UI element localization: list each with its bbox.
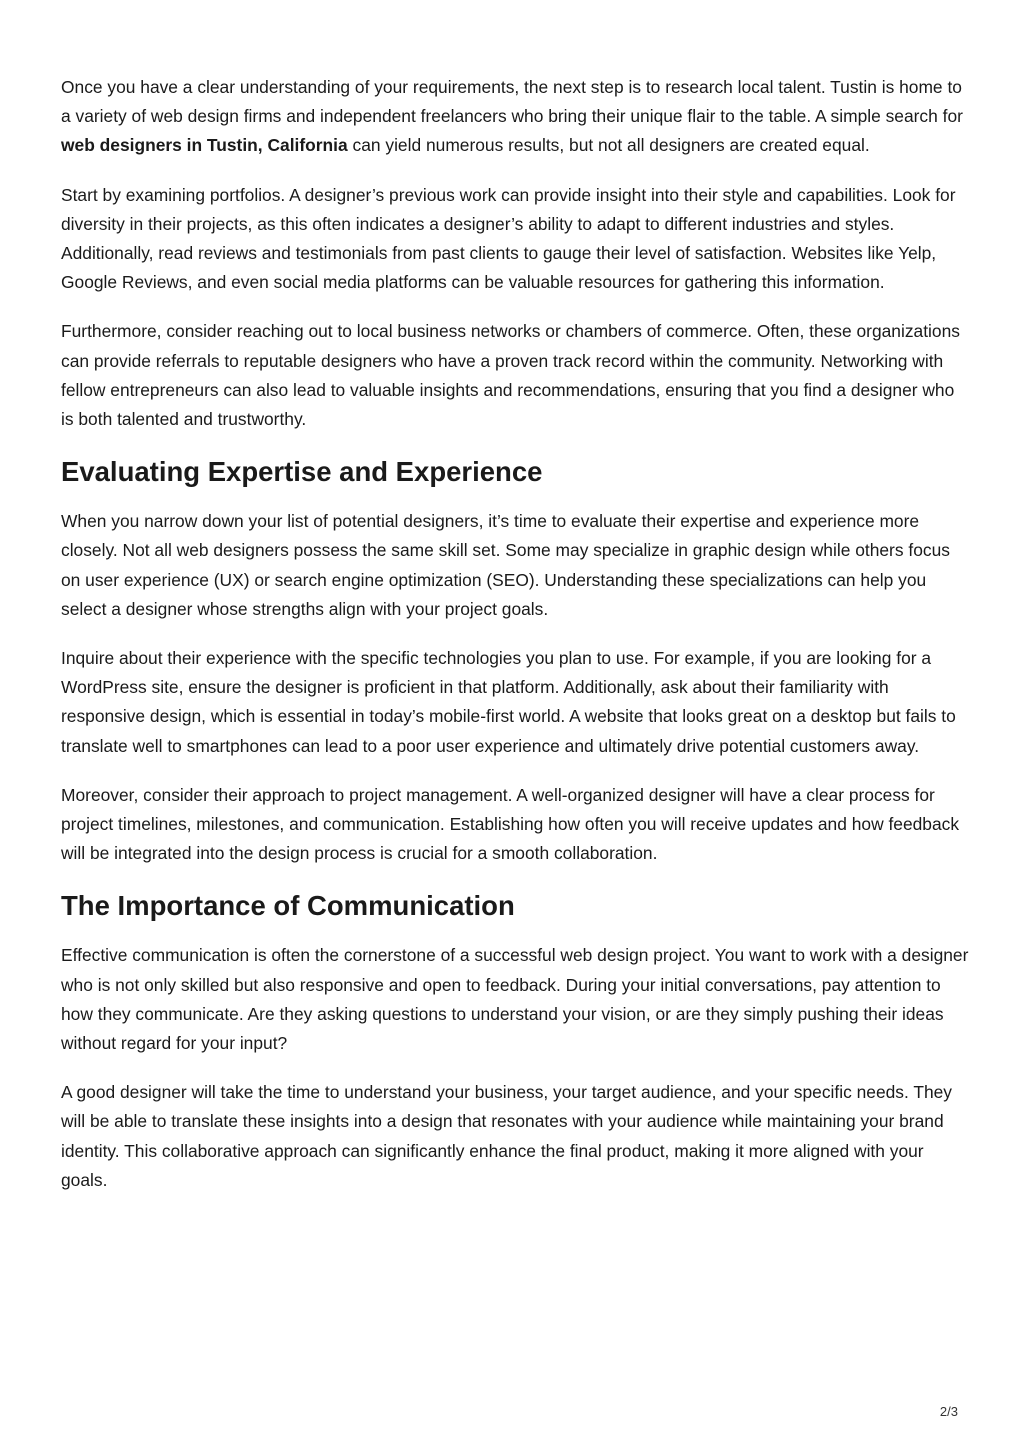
- paragraph-good-designer: A good designer will take the time to understand your business, your target audience, and your specific needs. They will be able to translate these insights into a design that resonates with your audience while maintaining your brand identity. This collaborative approach can significantly enhance the final product, making it more aligned with your goals.: [61, 1082, 952, 1190]
- heading-importance-communication: The Importance of Communication: [61, 890, 515, 922]
- paragraph-research-local-talent: [61, 73, 969, 161]
- paragraph-text: Once you have a clear understanding of your requirements, the next step is to research local talent. Tustin is home to a variety of web design firms and independent freelancers who bring their unique flair to the table. A simple search for: [61, 77, 963, 127]
- heading-evaluating-expertise: Evaluating Expertise and Experience: [61, 456, 543, 488]
- keyword-bold: web designers in Tustin, California: [61, 135, 348, 156]
- page-number: 2/3: [939, 1404, 958, 1419]
- paragraph-technologies: Inquire about their experience with the specific technologies you plan to use. For example, if you are looking for a WordPress site, ensure the designer is proficient in that platform. Additionally, ask about their familiarity with responsive design, which is essential in today’s mobile-first world. A website that looks great on a desktop but fails to translate well to smartphones can lead to a poor user experience and ultimately drive potential customers away.: [61, 648, 956, 756]
- paragraph-effective-communication: Effective communication is often the cornerstone of a successful web design project. You want to work with a designer who is not only skilled but also responsive and open to feedback. During your initial conversations, pay attention to how they communicate. Are they asking questions to understand your vision, or are they simply pushing their ideas without regard for your input?: [61, 945, 969, 1054]
- paragraph-text: can yield numerous results, but not all designers are created equal.: [347, 135, 870, 156]
- paragraph-business-networks: Furthermore, consider reaching out to local business networks or chambers of commerce. Often, these organizations can provide referrals to reputable designers who have a proven track record within the community. Networking with fellow entrepreneurs can also lead to valuable insights and recommendations, ensuring that you find a designer who is both talented and trustworthy.: [61, 321, 960, 430]
- paragraph-narrow-down: When you narrow down your list of potential designers, it’s time to evaluate their expertise and experience more closely. Not all web designers possess the same skill set. Some may specialize in graphic design while others focus on user experience (UX) or search engine optimization (SEO). Understanding these specializations can help you select a designer whose strengths align with your project goals.: [61, 511, 950, 619]
- paragraph-portfolios: Start by examining portfolios. A designer’s previous work can provide insight into their style and capabilities. Look for diversity in their projects, as this often indicates a designer’s ability to adapt to different industries and styles. Additionally, read reviews and testimonials from past clients to gauge their level of satisfaction. Websites like Yelp, Google Reviews, and even social media platforms can be valuable resources for gathering this information.: [61, 184, 956, 293]
- document-body: [61, 73, 969, 1215]
- paragraph-project-management: Moreover, consider their approach to project management. A well-organized designer will have a clear process for project timelines, milestones, and communication. Establishing how often you will receive updates and how feedback will be integrated into the design process is crucial for a smooth collaboration.: [61, 784, 960, 864]
